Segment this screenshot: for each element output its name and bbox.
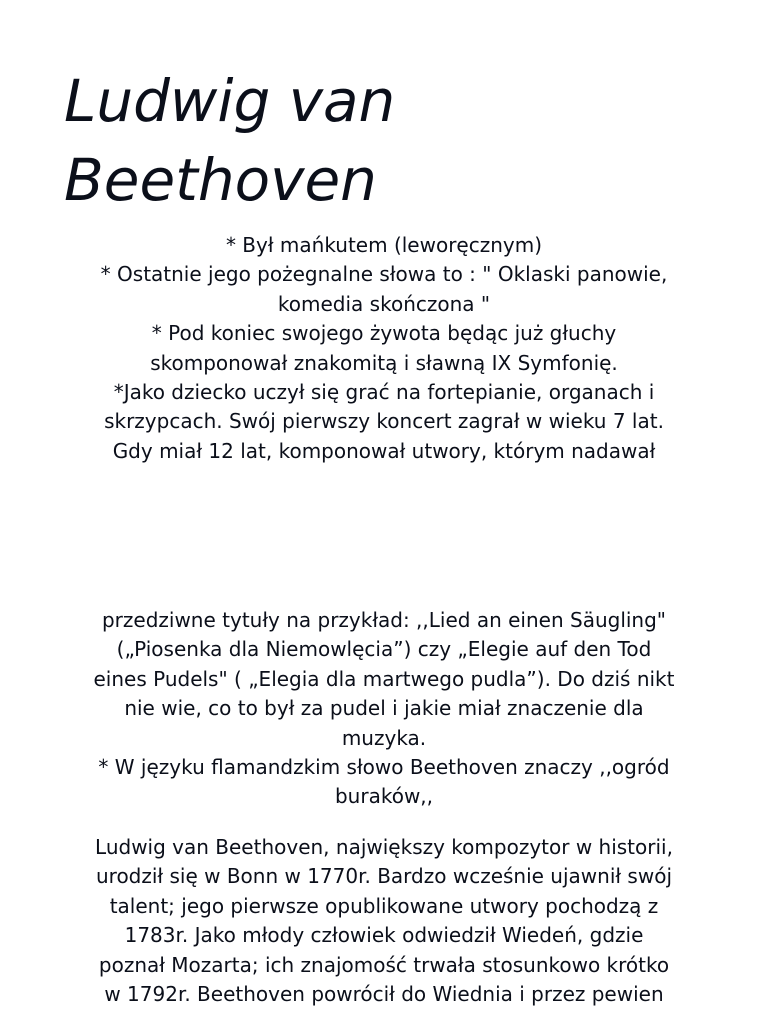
text-line: poznał Mozarta; ich znajomość trwała stosunkowo krótko bbox=[98, 952, 670, 977]
text-line: urodził się w Bonn w 1770r. Bardzo wcześnie ujawnił swój bbox=[95, 864, 672, 889]
title-line: Ludwig van bbox=[64, 67, 396, 135]
text-line: skrzypcach. Swój pierwszy koncert zagrał w wieku 7 lat. bbox=[104, 409, 664, 434]
text-line: nie wie, co to był za pudel i jakie miał znaczenie dla bbox=[124, 696, 644, 721]
text-line: *Jako dziecko uczył się grać na fortepianie, organach i bbox=[113, 380, 655, 405]
text-line: 1783r. Jako młody człowiek odwiedził Wiedeń, gdzie bbox=[124, 923, 644, 948]
title-line: Beethoven bbox=[64, 146, 377, 214]
text-line: („Piosenka dla Niemowlęcia”) czy „Elegie auf den Tod bbox=[116, 637, 652, 662]
text-line: komedia skończona " bbox=[277, 291, 491, 316]
text-line: * W języku flamandzkim słowo Beethoven znaczy ,,ogród bbox=[98, 755, 670, 780]
facts-paragraph bbox=[54, 231, 714, 466]
text-line: * Pod koniec swojego żywota będąc już głuchy bbox=[151, 321, 617, 346]
text-line: buraków,, bbox=[334, 784, 434, 809]
text-line: Ludwig van Beethoven, największy kompozytor w historii, bbox=[95, 835, 673, 859]
text-line: Gdy miał 12 lat, komponował utwory, którym nadawał bbox=[112, 438, 656, 463]
text-line: skomponował znakomitą i sławną IX Symfonię. bbox=[150, 350, 618, 375]
text-line: eines Pudels" ( „Elegia dla martwego pudla”). Do dziś nikt bbox=[93, 666, 675, 691]
text-line: w 1792r. Beethoven powrócił do Wiednia i przez pewien bbox=[104, 982, 664, 1007]
biography-paragraph bbox=[54, 833, 714, 1009]
text-line: przedziwne tytuły na przykład: ,,Lied an einen Säugling" bbox=[101, 608, 667, 632]
text-line: * Był mańkutem (leworęcznym) bbox=[225, 233, 543, 257]
page-title bbox=[64, 62, 724, 220]
text-line: talent; jego pierwsze opublikowane utwory pochodzą z bbox=[109, 893, 659, 918]
text-line: * Ostatnie jego pożegnalne słowa to : " Oklaski panowie, bbox=[100, 262, 668, 287]
text-line: muzyka. bbox=[341, 725, 427, 750]
facts-continued-paragraph bbox=[54, 606, 714, 812]
